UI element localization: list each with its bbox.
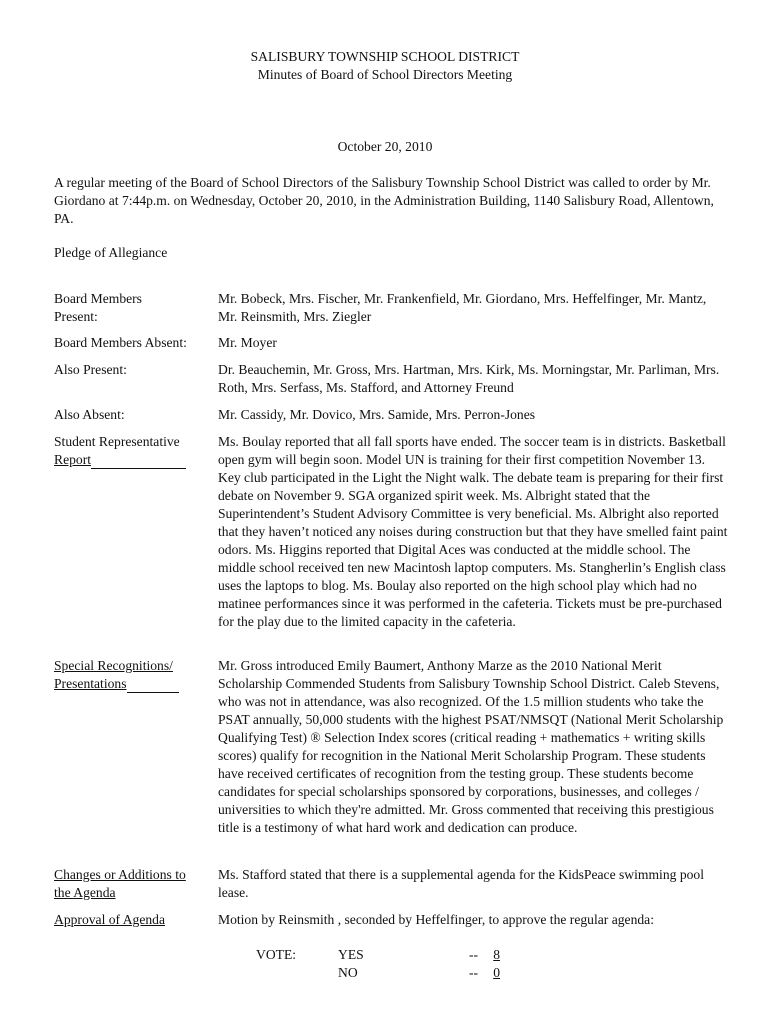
section-text: Mr. Gross introduced Emily Baumert, Anthony Marze as the 2010 National Merit Scholarship Commended Students from Salisbury Township School District. Caleb Stevens, who was not in attendance, was also recognized. Of the 1.5 million students who take the PSAT annually, 50,000 students with the highest PSAT/NMSQT (National Merit Scholarship Qualifying Test) ® Selection Index scores (critical reading + mathematics + writing skills scores) qualify for recognition in the National Merit Scholarship Program. These students have received certificates of recognition from the testing group. These students become candidates for special scholarships sponsored by corporations, businesses, and colleges / universities to which they're admitted. Mr. Gross commented that receiving this prestigious title is a testimony of what hard work and dedication can produce. [218, 658, 724, 835]
district-name: SALISBURY TOWNSHIP SCHOOL DISTRICT [250, 49, 520, 64]
label-line-underlined: Special Recognitions/ [54, 658, 173, 673]
intro-paragraph: A regular meeting of the Board of School Directors of the Salisbury Township School District was called to order by Mr. Giordano at 7:44p.m. on Wednesday, October 20, 2010, in the Administration Building, 1140 Salisbury Road, Allentown, PA. [54, 175, 714, 226]
vote-no-dash: -- [469, 965, 479, 980]
section-label: Board Members Present: [54, 291, 142, 324]
section-text: Mr. Cassidy, Mr. Dovico, Mrs. Samide, Mrs. Perron-Jones [218, 407, 536, 422]
meeting-date: October 20, 2010 [337, 139, 433, 154]
label-line-underlined: the Agenda [54, 885, 116, 900]
section-text: Motion by Reinsmith , seconded by Heffelfinger, to approve the regular agenda: [218, 912, 654, 927]
section-label [54, 866, 210, 902]
section-label [54, 657, 210, 693]
vote-no-label: NO [338, 965, 358, 980]
section-text: Mr. Moyer [218, 335, 277, 350]
section-label: Approval of Agenda [54, 912, 165, 927]
section-label: Board Members Absent: [54, 335, 187, 350]
section-text: Ms. Boulay reported that all fall sports have ended. The soccer team is in districts. Basketball open gym will begin soon. Model UN is training for their first competition November 13. Key club participated in the Light the Night walk. The debate team is preparing for their first debate on November 9. SGA organized spirit week. Ms. Albright stated that the Superintendent’s Student Advisory Committee is very beneficial. Ms. Albright also reported that they haven’t noticed any noises during construction but that they have smelled faint paint odors. Ms. Higgins reported that Digital Aces was conducted at the middle school. The middle school received ten new Macintosh laptop computers. Ms. Stangherlin’s English class uses the laptops to blog. Ms. Boulay also reported on the high school play which had no matinee performances since it was performed in the cafeteria. Tickets must be pre-purchased for the play due to the limited capacity in the cafeteria. [218, 434, 728, 629]
section-label: Also Present: [54, 362, 127, 377]
pledge-line: Pledge of Allegiance [54, 245, 168, 260]
section-text: Dr. Beauchemin, Mr. Gross, Mrs. Hartman, Mrs. Kirk, Ms. Morningstar, Mr. Parliman, Mrs. Roth, Mrs. Serfass, Ms. Stafford, and Attorney Freund [218, 362, 720, 395]
label-line-underlined: Report [54, 451, 210, 469]
label-line: Student Representative [54, 434, 180, 449]
document-subtitle: Minutes of Board of School Directors Meeting [257, 67, 513, 82]
vote-yes-count: 8 [493, 947, 500, 962]
section-label [54, 433, 210, 469]
section-text: Ms. Stafford stated that there is a supplemental agenda for the KidsPeace swimming pool lease. [218, 867, 704, 900]
section-text: Mr. Bobeck, Mrs. Fischer, Mr. Frankenfield, Mr. Giordano, Mrs. Heffelfinger, Mr. Mantz, Mr. Reinsmith, Mrs. Ziegler [218, 291, 707, 324]
vote-label: VOTE: [256, 947, 297, 962]
vote-no-count: 0 [493, 965, 500, 980]
section-label: Also Absent: [54, 407, 125, 422]
vote-yes-label: YES [338, 947, 364, 962]
vote-yes-dash: -- [469, 947, 479, 962]
label-line-underlined: Presentations [54, 675, 210, 693]
label-line-underlined: Changes or Additions to [54, 867, 186, 882]
